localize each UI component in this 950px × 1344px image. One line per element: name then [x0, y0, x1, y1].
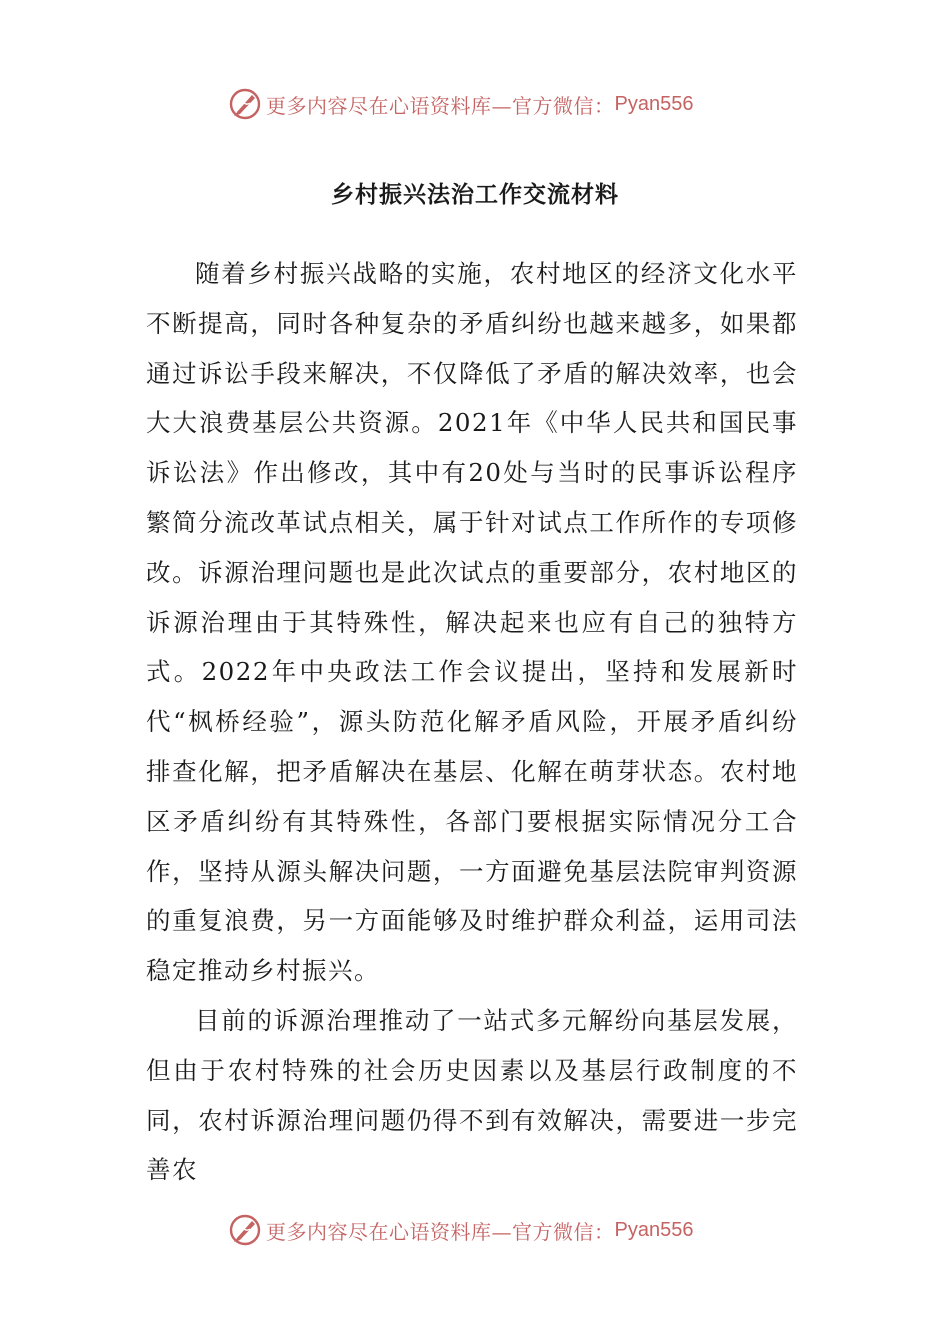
- footer-watermark: [228, 1210, 788, 1250]
- header-watermark: [228, 84, 788, 124]
- document-body: [146, 249, 798, 1195]
- pen-circle-icon: [228, 1213, 262, 1247]
- watermark-text: 更多内容尽在心语资料库—官方微信：: [266, 93, 615, 118]
- watermark-text: 更多内容尽在心语资料库—官方微信：: [266, 1219, 615, 1244]
- watermark-wechat-id: Pyan556: [614, 92, 694, 115]
- watermark-wechat-id: Pyan556: [614, 1218, 694, 1241]
- paragraph: 目前的诉源治理推动了一站式多元解纷向基层发展，但由于农村特殊的社会历史因素以及基层行政制度的不同，农村诉源治理问题仍得不到有效解决，需要进一步完善农: [146, 1005, 798, 1185]
- paragraph: 随着乡村振兴战略的实施，农村地区的经济文化水平不断提高，同时各种复杂的矛盾纠纷也越来越多，如果都通过诉讼手段来解决，不仅降低了矛盾的解决效率，也会大大浪费基层公共资源。2021年《中华人民共和国民事诉讼法》作出修改，其中有20处与当时的民事诉讼程序繁简分流改革试点相关，属于针对试点工作所作的专项修改。诉源治理问题也是此次试点的重要部分，农村地区的诉源治理由于其特殊性，解决起来也应有自己的独特方式。2022年中央政法工作会议提出，坚持和发展新时代“枫桥经验”，源头防范化解矛盾风险，开展矛盾纠纷排查化解，把矛盾解决在基层、化解在萌芽状态。农村地区矛盾纠纷有其特殊性，各部门要根据实际情况分工合作，坚持从源头解决问题，一方面避免基层法院审判资源的重复浪费，另一方面能够及时维护群众利益，运用司法稳定推动乡村振兴。: [146, 259, 798, 986]
- pen-circle-icon: [228, 87, 262, 121]
- document-title: 乡村振兴法治工作交流材料: [331, 181, 619, 208]
